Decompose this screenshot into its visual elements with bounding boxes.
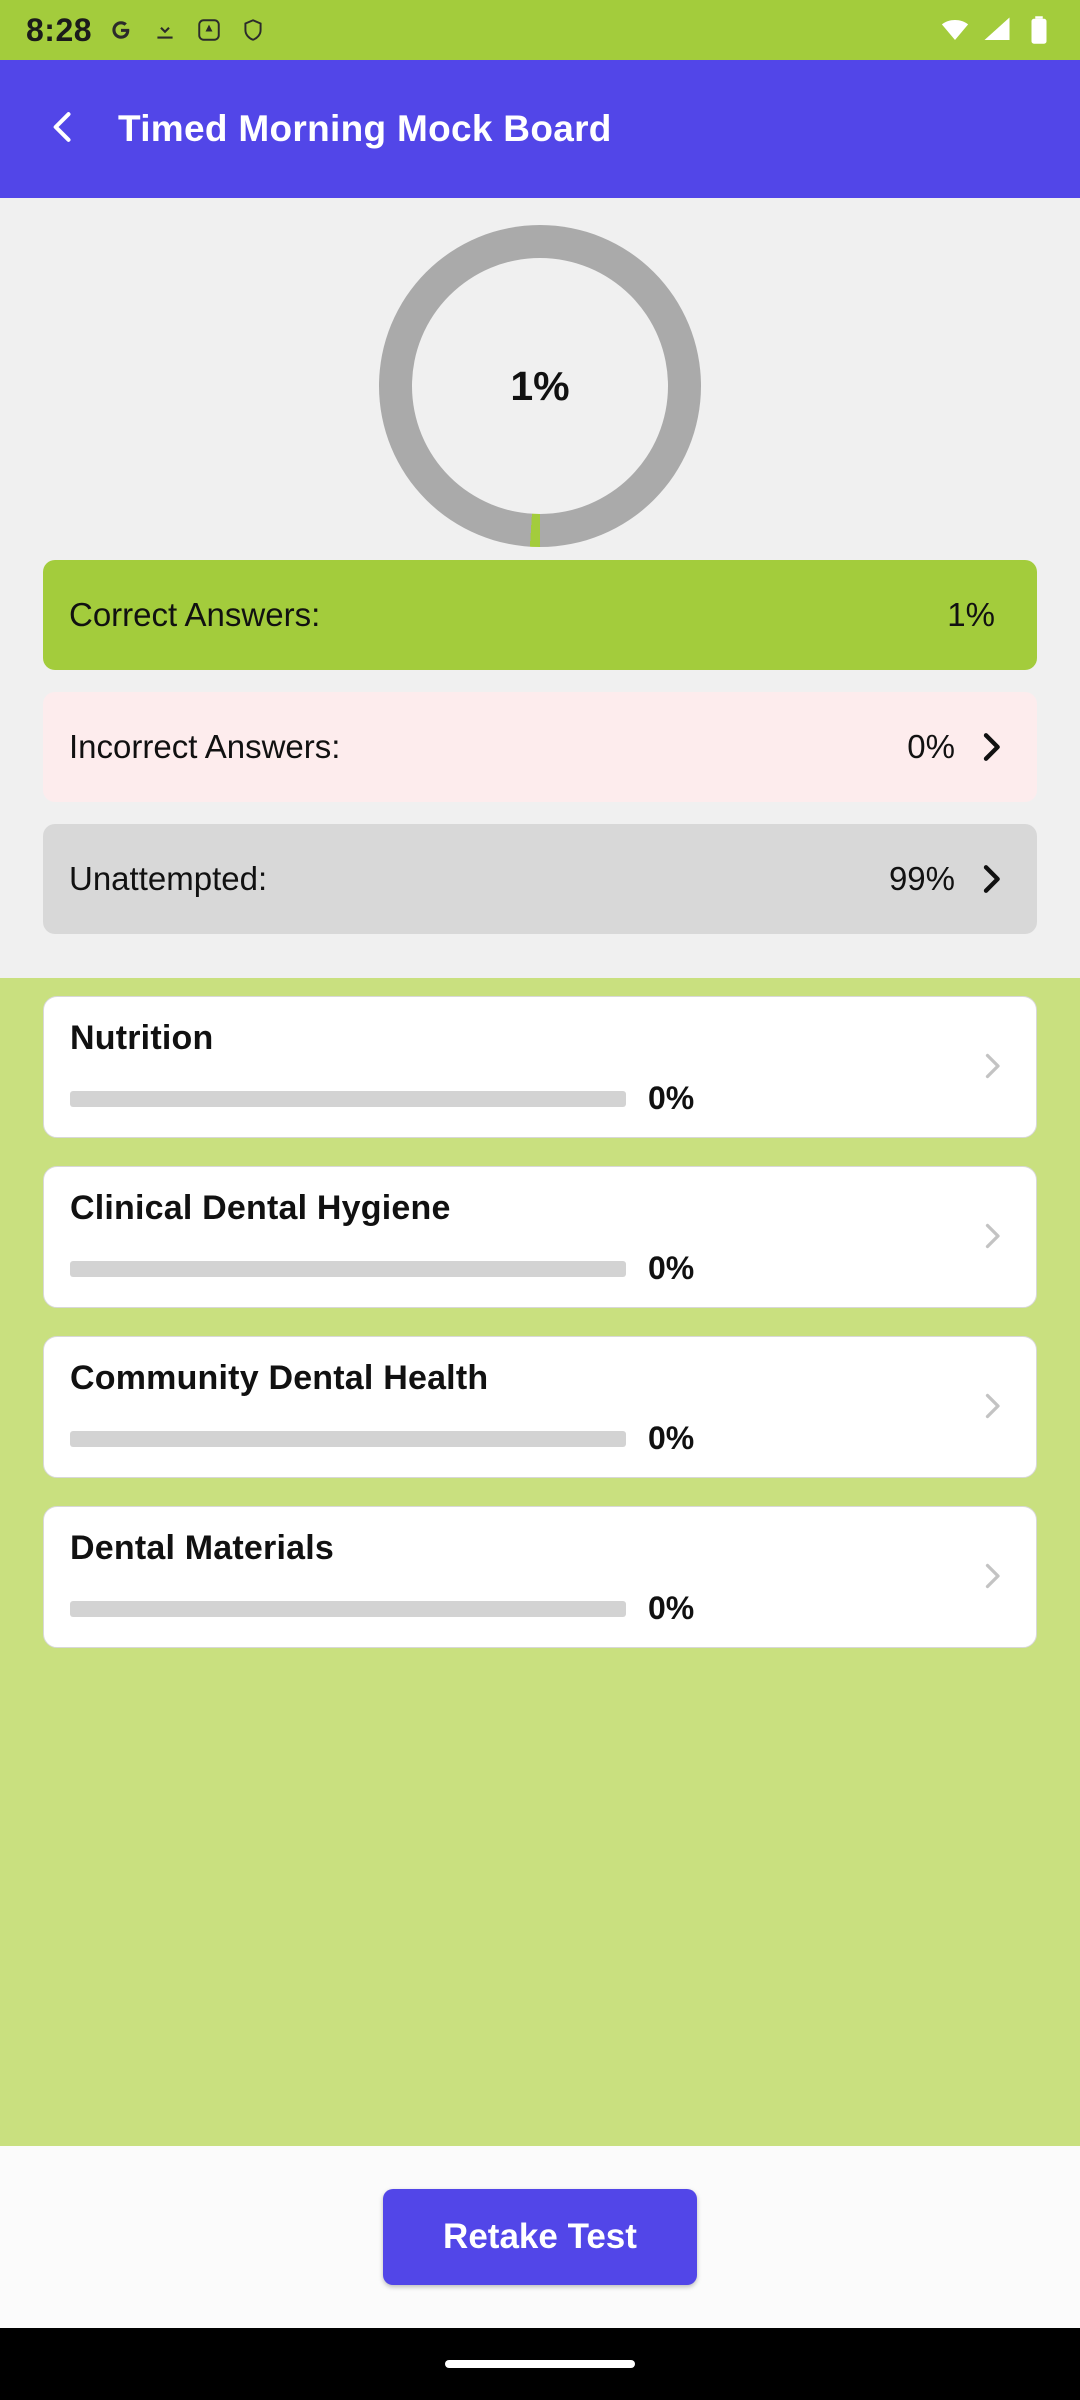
topic-title: Nutrition: [70, 1019, 214, 1057]
app-badge-icon: [194, 15, 224, 45]
topic-percent: 0%: [648, 1080, 695, 1116]
stat-value-incorrect: 0%: [907, 728, 955, 765]
stat-value-correct: 1%: [947, 596, 995, 633]
chevron-right-icon[interactable]: [971, 727, 1011, 767]
donut-ring: [379, 225, 701, 547]
google-g-icon: [106, 15, 136, 45]
shield-icon: [238, 15, 268, 45]
topic-progress-row: [70, 1420, 964, 1457]
back-button[interactable]: [26, 92, 100, 166]
system-navigation-bar: [0, 2328, 1080, 2400]
home-gesture-pill[interactable]: [445, 2360, 635, 2368]
topic-progress-row: [70, 1080, 964, 1117]
topic-title: Dental Materials: [70, 1529, 334, 1567]
topic-content: [70, 1359, 964, 1457]
retake-test-button[interactable]: Retake Test: [383, 2189, 697, 2285]
wifi-icon: [940, 15, 970, 45]
chevron-right-icon[interactable]: [964, 1048, 1010, 1089]
topic-content: [70, 1019, 964, 1117]
score-summary-section: [0, 198, 1080, 978]
stat-label-unattempted: Unattempted:: [69, 860, 268, 897]
signal-icon: [982, 15, 1012, 45]
chevron-right-icon[interactable]: [964, 1558, 1010, 1599]
list-item[interactable]: [43, 996, 1037, 1138]
status-bar-right: [940, 15, 1054, 45]
topic-progress-row: [70, 1250, 964, 1287]
donut-hole: [412, 258, 668, 514]
page-title: Timed Morning Mock Board: [118, 108, 612, 149]
stat-row-incorrect[interactable]: [43, 692, 1037, 802]
topic-content: [70, 1189, 964, 1287]
progress-bar: [70, 1601, 626, 1617]
status-time: 8:28: [26, 11, 93, 48]
list-item[interactable]: [43, 1166, 1037, 1308]
stat-label-correct: Correct Answers:: [69, 596, 321, 633]
chevron-right-icon[interactable]: [964, 1218, 1010, 1259]
chevron-right-icon[interactable]: [971, 859, 1011, 899]
status-bar-left: [26, 12, 268, 49]
donut-center-label: 1%: [510, 362, 570, 409]
topic-progress-row: [70, 1590, 964, 1627]
battery-icon: [1024, 15, 1054, 45]
score-donut-chart: [0, 212, 1080, 560]
topic-percent: 0%: [648, 1590, 695, 1626]
download-icon: [150, 15, 180, 45]
topic-list: [0, 978, 1080, 2146]
stat-row-unattempted[interactable]: [43, 824, 1037, 934]
progress-bar: [70, 1091, 626, 1107]
stat-label-incorrect: Incorrect Answers:: [69, 728, 341, 765]
topic-percent: 0%: [648, 1420, 695, 1456]
back-arrow-icon: [41, 105, 85, 154]
progress-bar: [70, 1431, 626, 1447]
app-bar: [0, 60, 1080, 198]
progress-bar: [70, 1261, 626, 1277]
stat-value-unattempted: 99%: [888, 860, 955, 897]
topic-title: Community Dental Health: [70, 1359, 489, 1397]
stat-row-correct: [43, 560, 1037, 670]
status-bar: [0, 0, 1080, 60]
list-item[interactable]: [43, 1506, 1037, 1648]
bottom-action-bar: [0, 2146, 1080, 2328]
list-item[interactable]: [43, 1336, 1037, 1478]
topic-title: Clinical Dental Hygiene: [70, 1189, 451, 1227]
topic-content: [70, 1529, 964, 1627]
topic-percent: 0%: [648, 1250, 695, 1286]
chevron-right-icon[interactable]: [964, 1388, 1010, 1429]
